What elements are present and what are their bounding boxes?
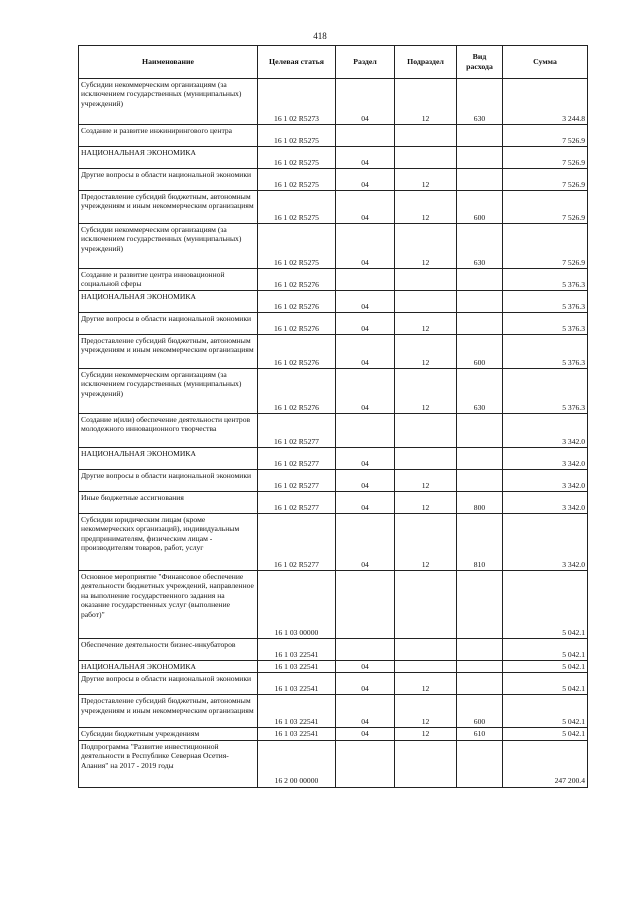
cell-subsection — [395, 571, 457, 639]
cell-section: 04 — [336, 514, 395, 571]
cell-expense-type — [457, 661, 503, 673]
cell-name: Обеспечение деятельности бизнес-инкубаторов — [79, 639, 258, 661]
cell-expense-type — [457, 313, 503, 335]
cell-article: 16 1 02 R5277 — [258, 492, 336, 514]
cell-subsection — [395, 639, 457, 661]
cell-section: 04 — [336, 661, 395, 673]
table-row — [79, 291, 588, 313]
cell-expense-type — [457, 414, 503, 448]
header-article: Целевая статья — [258, 46, 336, 79]
cell-amount: 3 342.0 — [503, 470, 588, 492]
cell-subsection: 12 — [395, 492, 457, 514]
cell-article: 16 1 02 R5275 — [258, 147, 336, 169]
cell-section: 04 — [336, 169, 395, 191]
budget-table — [78, 45, 588, 788]
table-row — [79, 639, 588, 661]
cell-article: 16 1 02 R5275 — [258, 125, 336, 147]
cell-expense-type: 810 — [457, 514, 503, 571]
cell-subsection — [395, 740, 457, 787]
cell-amount: 5 042.1 — [503, 571, 588, 639]
cell-section — [336, 414, 395, 448]
cell-section: 04 — [336, 147, 395, 169]
cell-expense-type — [457, 269, 503, 291]
cell-subsection: 12 — [395, 673, 457, 695]
cell-name: Субсидии некоммерческим организациям (за исключением государственных (муниципальных) учреждений) — [79, 224, 258, 269]
page-number: 418 — [313, 31, 327, 41]
cell-article: 16 1 03 22541 — [258, 673, 336, 695]
cell-amount: 3 342.0 — [503, 414, 588, 448]
cell-section: 04 — [336, 470, 395, 492]
cell-amount: 7 526.9 — [503, 147, 588, 169]
cell-expense-type — [457, 571, 503, 639]
cell-subsection — [395, 414, 457, 448]
cell-name: Другие вопросы в области национальной экономики — [79, 673, 258, 695]
cell-name: Предоставление субсидий бюджетным, автономным учреждениям и иным некоммерческим организациям — [79, 695, 258, 728]
cell-section: 04 — [336, 313, 395, 335]
cell-section: 04 — [336, 492, 395, 514]
cell-expense-type — [457, 169, 503, 191]
cell-subsection: 12 — [395, 470, 457, 492]
table-row — [79, 369, 588, 414]
table-row — [79, 335, 588, 369]
cell-expense-type: 630 — [457, 79, 503, 125]
cell-name: НАЦИОНАЛЬНАЯ ЭКОНОМИКА — [79, 291, 258, 313]
cell-article: 16 1 03 22541 — [258, 695, 336, 728]
cell-subsection: 12 — [395, 224, 457, 269]
cell-name: Основное мероприятие "Финансовое обеспечение деятельности бюджетных учреждений, направленное на выполнение государственного задания на оказание государственных услуг (выполнение работ)" — [79, 571, 258, 639]
cell-amount: 5 042.1 — [503, 639, 588, 661]
cell-name: Предоставление субсидий бюджетным, автономным учреждениям и иным некоммерческим организациям — [79, 191, 258, 224]
cell-expense-type — [457, 125, 503, 147]
cell-subsection: 12 — [395, 728, 457, 740]
cell-article: 16 1 02 R5276 — [258, 291, 336, 313]
cell-section: 04 — [336, 448, 395, 470]
table-row — [79, 514, 588, 571]
cell-article: 16 1 02 R5275 — [258, 224, 336, 269]
cell-article: 16 1 02 R5276 — [258, 313, 336, 335]
cell-name: Другие вопросы в области национальной экономики — [79, 169, 258, 191]
cell-amount: 7 526.9 — [503, 224, 588, 269]
cell-article: 16 1 02 R5276 — [258, 369, 336, 414]
cell-name: НАЦИОНАЛЬНАЯ ЭКОНОМИКА — [79, 661, 258, 673]
table-row — [79, 571, 588, 639]
cell-expense-type — [457, 291, 503, 313]
table-row — [79, 740, 588, 787]
cell-article: 16 1 02 R5275 — [258, 169, 336, 191]
cell-name: НАЦИОНАЛЬНАЯ ЭКОНОМИКА — [79, 448, 258, 470]
cell-name: Предоставление субсидий бюджетным, автономным учреждениям и иным некоммерческим организациям — [79, 335, 258, 369]
header-name: Наименование — [79, 46, 258, 79]
cell-article: 16 1 03 22541 — [258, 728, 336, 740]
cell-name: Создание и развитие центра инновационной социальной сферы — [79, 269, 258, 291]
cell-article: 16 1 02 R5277 — [258, 448, 336, 470]
cell-section — [336, 571, 395, 639]
cell-amount: 7 526.9 — [503, 125, 588, 147]
cell-expense-type: 630 — [457, 369, 503, 414]
table-body — [79, 79, 588, 788]
cell-amount: 5 376.3 — [503, 291, 588, 313]
cell-expense-type — [457, 448, 503, 470]
cell-section — [336, 740, 395, 787]
cell-article: 16 1 03 00000 — [258, 571, 336, 639]
cell-name: Подпрограмма "Развитие инвестиционной деятельности в Республике Северная Осетия-Алания" на 2017 - 2019 годы — [79, 740, 258, 787]
cell-subsection — [395, 147, 457, 169]
cell-section: 04 — [336, 369, 395, 414]
table-row — [79, 695, 588, 728]
cell-article: 16 1 03 22541 — [258, 661, 336, 673]
cell-subsection — [395, 125, 457, 147]
cell-name: Субсидии юридическим лицам (кроме некоммерческих организаций), индивидуальным предпринимателям, физическим лицам - производителям товаров, работ, услуг — [79, 514, 258, 571]
cell-article: 16 1 02 R5276 — [258, 335, 336, 369]
header-section: Раздел — [336, 46, 395, 79]
cell-article: 16 1 02 R5276 — [258, 269, 336, 291]
table-row — [79, 79, 588, 125]
cell-amount: 5 042.1 — [503, 695, 588, 728]
cell-amount: 3 342.0 — [503, 514, 588, 571]
header-subsection: Подраздел — [395, 46, 457, 79]
table-row — [79, 470, 588, 492]
cell-name: Иные бюджетные ассигнования — [79, 492, 258, 514]
cell-amount: 3 342.0 — [503, 492, 588, 514]
cell-subsection: 12 — [395, 335, 457, 369]
cell-amount: 5 376.3 — [503, 269, 588, 291]
cell-amount: 7 526.9 — [503, 169, 588, 191]
table-header-row — [79, 46, 588, 79]
cell-section: 04 — [336, 728, 395, 740]
cell-section: 04 — [336, 673, 395, 695]
cell-amount: 247 200.4 — [503, 740, 588, 787]
cell-amount: 5 042.1 — [503, 673, 588, 695]
cell-amount: 7 526.9 — [503, 191, 588, 224]
cell-section — [336, 269, 395, 291]
cell-expense-type: 600 — [457, 335, 503, 369]
cell-section: 04 — [336, 79, 395, 125]
table-row — [79, 147, 588, 169]
table-row — [79, 169, 588, 191]
cell-subsection — [395, 448, 457, 470]
cell-section: 04 — [336, 335, 395, 369]
table-row — [79, 125, 588, 147]
cell-expense-type: 630 — [457, 224, 503, 269]
table-row — [79, 673, 588, 695]
cell-amount: 5 042.1 — [503, 728, 588, 740]
table-row — [79, 492, 588, 514]
cell-name: Другие вопросы в области национальной экономики — [79, 470, 258, 492]
cell-article: 16 1 02 R5277 — [258, 514, 336, 571]
cell-expense-type — [457, 147, 503, 169]
cell-name: Создание и(или) обеспечение деятельности центров молодежного инновационного творчества — [79, 414, 258, 448]
cell-expense-type: 800 — [457, 492, 503, 514]
cell-amount: 3 342.0 — [503, 448, 588, 470]
cell-amount: 3 244.8 — [503, 79, 588, 125]
cell-article: 16 2 00 00000 — [258, 740, 336, 787]
cell-subsection: 12 — [395, 369, 457, 414]
cell-amount: 5 042.1 — [503, 661, 588, 673]
cell-section: 04 — [336, 191, 395, 224]
cell-section — [336, 639, 395, 661]
cell-expense-type: 600 — [457, 695, 503, 728]
cell-amount: 5 376.3 — [503, 335, 588, 369]
cell-article: 16 1 02 R5277 — [258, 414, 336, 448]
cell-subsection — [395, 269, 457, 291]
table-row — [79, 728, 588, 740]
cell-expense-type — [457, 470, 503, 492]
table-row — [79, 191, 588, 224]
cell-subsection: 12 — [395, 313, 457, 335]
cell-name: Субсидии некоммерческим организациям (за исключением государственных (муниципальных) учреждений) — [79, 79, 258, 125]
cell-name: Другие вопросы в области национальной экономики — [79, 313, 258, 335]
cell-expense-type — [457, 673, 503, 695]
cell-section: 04 — [336, 224, 395, 269]
cell-name: НАЦИОНАЛЬНАЯ ЭКОНОМИКА — [79, 147, 258, 169]
table-row — [79, 224, 588, 269]
cell-article: 16 1 02 R5275 — [258, 191, 336, 224]
header-expense-type: Вид расхода — [457, 46, 503, 79]
table-row — [79, 313, 588, 335]
cell-subsection — [395, 291, 457, 313]
cell-article: 16 1 02 R5277 — [258, 470, 336, 492]
cell-amount: 5 376.3 — [503, 369, 588, 414]
cell-name: Субсидии бюджетным учреждениям — [79, 728, 258, 740]
cell-name: Создание и развитие инжинирингового центра — [79, 125, 258, 147]
cell-section: 04 — [336, 291, 395, 313]
cell-section: 04 — [336, 695, 395, 728]
table-row — [79, 414, 588, 448]
cell-name: Субсидии некоммерческим организациям (за исключением государственных (муниципальных) учреждений) — [79, 369, 258, 414]
cell-section — [336, 125, 395, 147]
cell-expense-type: 610 — [457, 728, 503, 740]
cell-amount: 5 376.3 — [503, 313, 588, 335]
cell-subsection: 12 — [395, 514, 457, 571]
cell-article: 16 1 03 22541 — [258, 639, 336, 661]
table-row — [79, 448, 588, 470]
cell-article: 16 1 02 R5273 — [258, 79, 336, 125]
header-amount: Сумма — [503, 46, 588, 79]
cell-expense-type — [457, 639, 503, 661]
table-row — [79, 269, 588, 291]
cell-expense-type: 600 — [457, 191, 503, 224]
cell-expense-type — [457, 740, 503, 787]
cell-subsection: 12 — [395, 191, 457, 224]
cell-subsection — [395, 661, 457, 673]
cell-subsection: 12 — [395, 169, 457, 191]
table-row — [79, 661, 588, 673]
cell-subsection: 12 — [395, 695, 457, 728]
cell-subsection: 12 — [395, 79, 457, 125]
